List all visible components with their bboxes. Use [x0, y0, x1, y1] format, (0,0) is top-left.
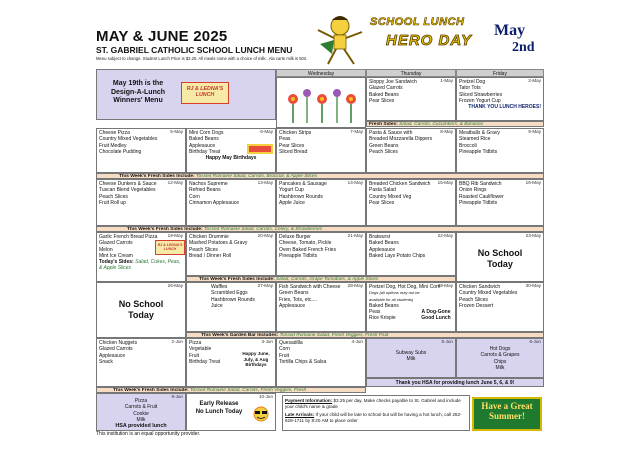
menu-item: Country Mixed Veg: [369, 193, 412, 200]
date-label: 14-May: [347, 180, 363, 185]
fresh-sides-label: This Week's Fresh Sides Include:: [119, 174, 195, 179]
menu-item: Country Mixed Vegetables: [99, 136, 158, 143]
menu-item: available for all students): [369, 296, 414, 302]
date-label: 10-Jun: [258, 394, 273, 399]
menu-note: Menu subject to change. Student Lunch Price is $3.25. All meals come with a choice of milk.. Ala carte milk is 50¢.: [96, 56, 308, 61]
menu-item: Pizza: [134, 398, 148, 404]
menu-item: Chicken Sandwich: [459, 284, 501, 290]
menu-item: Yogurt Cup: [279, 187, 304, 194]
menu-item: Chicken Drummie: [189, 234, 229, 240]
date-label: 20-May: [257, 233, 273, 238]
menu-cell-22-may: [366, 232, 456, 276]
menu-item: Fish Sandwich with Cheese: [279, 284, 341, 290]
menu-item: Baked Beans: [369, 302, 399, 309]
menu-item: Glazed Carrots: [99, 240, 133, 247]
menu-cell-28-may: [276, 282, 366, 332]
hero-day-banner: [310, 10, 490, 68]
fresh-sides-items: Tossed Romaine Salad, Carrots, Celery, & Strawberries: [204, 227, 323, 232]
date-label: 15-May: [437, 180, 453, 185]
menu-item: Baked Lays Potato Chips: [369, 252, 426, 259]
menu-item: Scrambled Eggs: [211, 290, 248, 297]
menu-item: Glazed Carrots: [99, 346, 133, 353]
flowers-cell: [276, 77, 366, 128]
menu-cell-10-jun: [186, 393, 276, 431]
date-label: 5-Jun: [441, 339, 453, 344]
school-name: ST. GABRIEL CATHOLIC SCHOOL LUNCH MENU: [96, 45, 293, 55]
date-label: 28-May: [347, 283, 363, 288]
menu-item: Applesauce: [369, 246, 396, 253]
menu-item: Juice: [211, 302, 223, 309]
menu-item: Pear Slices: [369, 199, 395, 206]
date-label: 30-May: [525, 283, 541, 288]
fresh-sides-items: Tossed Romaine Salad, Carrots, Fresh Veggies, Fresh: [190, 388, 307, 393]
menu-item: Country Mixed Vegetables: [459, 290, 518, 297]
menu-item: Deluxe Burger: [279, 234, 311, 240]
menu-item: Pretzel Dog: [459, 79, 486, 85]
hero-figure-icon: [310, 10, 370, 68]
date-label: 4-Jun: [351, 339, 363, 344]
date-label: 6-Jun: [529, 339, 541, 344]
menu-item: Corn: [189, 193, 200, 200]
menu-cell-21-may: [276, 232, 366, 276]
hero-line-1: SCHOOL LUNCH: [370, 16, 465, 28]
menu-item: Peas: [369, 309, 381, 316]
fresh-sides-items: Salad, Carrots, Cucumbers, & Bananas: [399, 122, 484, 127]
menu-item: Carrots & Fruit: [124, 404, 158, 411]
date-label: 29-May: [437, 283, 453, 288]
menu-item: Vegetable: [189, 346, 212, 353]
menu-item: Pretzel Dog, Hot Dog, Mini Corn: [369, 284, 441, 290]
menu-cell-1-may: [366, 77, 456, 121]
date-label: 5-May: [170, 129, 183, 134]
date-label: 3-Jun: [261, 339, 273, 344]
menu-cell-7-may: [276, 128, 366, 173]
menu-item: Peas: [279, 136, 291, 143]
great-summer-sign: Have a Great Summer!: [472, 397, 542, 431]
menu-item: Oven Baked French Fries: [279, 246, 336, 253]
fresh-sides-bar: [366, 121, 544, 127]
fresh-sides-label: This Week's Fresh Sides Include:: [199, 277, 275, 282]
menu-item: Green Beans: [369, 142, 399, 149]
menu-item: Peach Slices: [99, 193, 128, 200]
date-label: 2-May: [528, 78, 541, 83]
menu-cell-30-may: [456, 282, 544, 332]
date-label: 1-May: [440, 78, 453, 83]
menu-item: Sloppy Joe Sandwich: [369, 79, 417, 85]
date-label: 27-May: [257, 283, 273, 288]
date-label: 22-May: [437, 233, 453, 238]
menu-item: Peach Slices: [459, 296, 488, 303]
hsa-thanks-text: Thank you HSA for providing lunch June 5, 6, & 9!: [366, 378, 544, 387]
menu-cell-9-may: [456, 128, 544, 173]
menu-item: Fruit Medley: [99, 142, 127, 149]
menu-cell-4-jun: [276, 338, 366, 387]
date-label: 26-May: [167, 283, 183, 288]
date-label: 13-May: [257, 180, 273, 185]
menu-cell-8-may: [366, 128, 456, 173]
hero-line-2: HERO DAY: [386, 32, 473, 49]
menu-item: Hashbrown Rounds: [211, 296, 255, 303]
menu-item: Frozen Dessert: [459, 302, 494, 309]
menu-item: Frozen Yogurt Cup: [459, 97, 501, 104]
menu-cell-2-may: [456, 77, 544, 121]
menu-item: Birthday Treat: [189, 148, 221, 155]
menu-item: Meatballs & Gravy: [459, 130, 500, 136]
hsa-lunch-text: HSA provided lunch: [115, 423, 167, 430]
menu-cell-5-may: [96, 128, 186, 173]
menu-item: Apple Juice: [279, 199, 305, 206]
menu-item: Snack: [99, 358, 113, 365]
menu-cell-13-may: [186, 179, 276, 226]
menu-item: Broccoli: [459, 142, 477, 149]
menu-item: Cinnamon Applesauce: [189, 199, 240, 206]
date-label: 7-May: [350, 129, 363, 134]
menu-item: Mini Corn Dogs: [189, 130, 224, 136]
menu-item: Carrots & Grapes: [480, 352, 520, 359]
fresh-sides-items: Salad, Carrots, Grape Tomatoes, & Apple Slices: [276, 277, 379, 282]
menu-item: Roasted Cauliflower: [459, 193, 504, 200]
menu-item: Dogs (all options may not be: [369, 290, 420, 296]
menu-item: Sliced Bread: [279, 148, 308, 155]
menu-item: Pineapple Tidbits: [459, 199, 498, 206]
menu-item: Milk: [495, 364, 505, 371]
menu-cell-20-may: [186, 232, 276, 276]
menu-item: Pear Slices: [279, 142, 305, 149]
menu-item: Breaded Chicken Sandwich: [369, 181, 431, 187]
menu-item: Rice Krispie: [369, 315, 396, 322]
fresh-sides-label: This Week's Fresh Sides Include:: [113, 388, 189, 393]
date-label: 2-Jun: [171, 339, 183, 344]
menu-item: Baked Beans: [369, 91, 399, 98]
menu-item: Hot Dogs: [489, 346, 511, 352]
menu-item: Quesadilla: [279, 340, 303, 346]
page-title: MAY & JUNE 2025: [96, 28, 228, 45]
day-header-thursday: Thursday: [366, 69, 456, 77]
menu-cell-6-jun: [456, 338, 544, 378]
menu-item: Glazed Carrots: [369, 85, 403, 92]
menu-item: Milk: [136, 416, 146, 423]
menu-item: Chicken Strips: [279, 130, 312, 136]
today-sides-label: Today's Sides:: [99, 259, 134, 266]
garden-bar-label: This Week's Garden Bar Includes:: [201, 333, 279, 338]
birthday-text: Happy May Birthdays: [205, 155, 257, 162]
menu-item: Bread / Dinner Roll: [189, 252, 232, 259]
menu-cell-5-jun: [366, 338, 456, 378]
menu-item: Birthday Treat: [189, 358, 221, 365]
menu-item: Waffles: [211, 284, 228, 290]
payment-text: $3.25 per day. Make checks payable to St. Gabriel and include your child's name & grade: [285, 398, 461, 409]
date-label: 23-May: [525, 233, 541, 238]
flowers-icon: [279, 79, 365, 127]
menu-item: Fruit Roll up: [99, 199, 126, 206]
menu-item: Peach Slices: [189, 246, 218, 253]
menu-cell-15-may: [366, 179, 456, 226]
date-label: 16-May: [525, 180, 541, 185]
garden-bar-items: Tossed Romaine Salad, Fresh Veggies, Fresh Fruit: [279, 333, 389, 338]
menu-item: Baked Beans: [369, 240, 399, 247]
menu-cell-16-may: [456, 179, 544, 226]
menu-item: Melon: [99, 246, 113, 253]
dog-gone-text: A Dog-Gone Good Lunch: [421, 309, 451, 321]
rj-ledna-logo: RJ & LEDNA'S LUNCH: [181, 82, 229, 104]
menu-item: Cheese Dunkers & Sauce: [99, 181, 157, 187]
menu-item: Cookie: [133, 410, 149, 417]
menu-item: Pear Slices: [369, 97, 395, 104]
menu-item: Mint Ice Cream: [99, 252, 133, 259]
fresh-sides-label: Fresh Sides:: [369, 122, 398, 127]
payment-info-box: [282, 395, 470, 431]
menu-item: Applesauce: [189, 142, 216, 149]
menu-cell-23-may: [456, 232, 544, 282]
day-header-wednesday: Wednesday: [276, 69, 366, 77]
menu-item: Cheese Pizza: [99, 130, 130, 136]
menu-item: Corn: [279, 346, 290, 353]
date-label: 6-May: [260, 129, 273, 134]
menu-item: Fruit: [279, 352, 289, 359]
menu-item: Steamed Rice: [459, 136, 491, 143]
menu-item: Applesauce: [279, 302, 306, 309]
design-a-lunch-text: May 19th is the Design-A-Lunch Winners' Menu: [110, 80, 166, 104]
menu-item: Pineapple Tidbits: [459, 148, 498, 155]
fresh-sides-items: Tossed Romaine Salad, Carrots, Broccoli, & Apple Slices: [196, 174, 318, 179]
menu-item: Fries, Tots, etc....: [279, 296, 317, 303]
menu-cell-19-may: [96, 232, 186, 282]
menu-item: Tator Tots: [459, 85, 481, 92]
menu-item: Pineapple Tidbits: [279, 252, 318, 259]
design-a-lunch-cell: [96, 69, 276, 120]
menu-item: Chicken Nuggets: [99, 340, 138, 346]
no-school-text: No School Today: [118, 299, 164, 320]
no-school-text: No School Today: [477, 248, 523, 269]
menu-item: Pizza: [189, 340, 202, 346]
menu-item: Sliced Strawberries: [459, 91, 503, 98]
late-label: Late Arrivals:: [285, 412, 315, 417]
summer-birthday-text: Happy June, July, & Aug Birthdays: [242, 351, 270, 368]
hero-month: May: [494, 22, 526, 39]
day-header-friday: Friday: [456, 69, 544, 77]
rj-ledna-small-logo: RJ & LEDNA'S LUNCH: [155, 240, 185, 255]
menu-item: Chocolate Pudding: [99, 148, 142, 155]
date-label: 12-May: [167, 180, 183, 185]
equal-opportunity-footer: This institution is an equal opportunity provider.: [96, 431, 201, 437]
menu-item: Subway Subs: [395, 350, 427, 356]
menu-item: Fruit: [189, 352, 199, 359]
menu-cell-12-may: [96, 179, 186, 226]
menu-item: Garlic French Bread Pizza: [99, 234, 158, 240]
date-label: 8-May: [440, 129, 453, 134]
date-label: 21-May: [347, 233, 363, 238]
menu-item: Breaded Mozzarella Dippers: [369, 136, 433, 143]
menu-cell-6-may: [186, 128, 276, 173]
birthday-banner-icon: [247, 144, 273, 154]
menu-item: Cheese, Tomato, Pickle: [279, 240, 332, 247]
thank-heroes-text: THANK YOU LUNCH HEROES!: [468, 104, 541, 111]
menu-cell-27-may: [186, 282, 276, 332]
menu-cell-29-may: [366, 282, 456, 332]
menu-cell-9-jun: [96, 393, 186, 431]
menu-item: Hashbrown Rounds: [279, 193, 323, 200]
menu-item: Applesauce: [99, 352, 126, 359]
menu-item: Pancakes & Sausage: [279, 181, 327, 187]
menu-item: Tortilla Chips & Salsa: [279, 358, 327, 365]
early-release-text: Early Release: [199, 401, 239, 407]
menu-item: Refried Beans: [189, 187, 221, 194]
menu-item: Baked Beans: [189, 136, 219, 143]
menu-item: Nachos Supreme: [189, 181, 228, 187]
menu-item: Peach Slices: [369, 148, 398, 155]
payment-label: Payment Information:: [285, 398, 333, 403]
menu-item: Tuscan Blend Vegetables: [99, 187, 156, 194]
today-sides-items: Salad, Cukes, Peas, & Apple Slices: [99, 259, 181, 272]
menu-item: Pasta Salad: [369, 187, 396, 194]
date-label: 9-Jun: [171, 394, 183, 399]
menu-item: Mashed Potatoes & Gravy: [189, 240, 248, 247]
menu-item: Chips: [493, 358, 507, 365]
sun-sunglasses-icon: [249, 402, 273, 426]
menu-cell-2-jun: [96, 338, 186, 387]
menu-cell-26-may: [96, 282, 186, 338]
fresh-sides-label: This Week's Fresh Sides Include:: [127, 227, 203, 232]
menu-item: Green Beans: [279, 290, 309, 297]
menu-item: Pasta & Sauce with: [369, 130, 413, 136]
menu-cell-14-may: [276, 179, 366, 226]
menu-cell-3-jun: [186, 338, 276, 387]
menu-item: Onion Rings: [459, 187, 487, 194]
late-text: If your child will be late to school but will be having a hot lunch, call 262-628-1711 by 8:20 AM to place order: [285, 412, 462, 423]
menu-item: Milk: [406, 356, 416, 363]
date-label: 19-May: [167, 233, 183, 238]
menu-item: Bratwurst: [369, 234, 391, 240]
menu-item: BBQ Rib Sandwich: [459, 181, 502, 187]
hero-day: 2nd: [512, 40, 535, 55]
date-label: 9-May: [528, 129, 541, 134]
no-lunch-text: No Lunch Today: [195, 409, 243, 415]
